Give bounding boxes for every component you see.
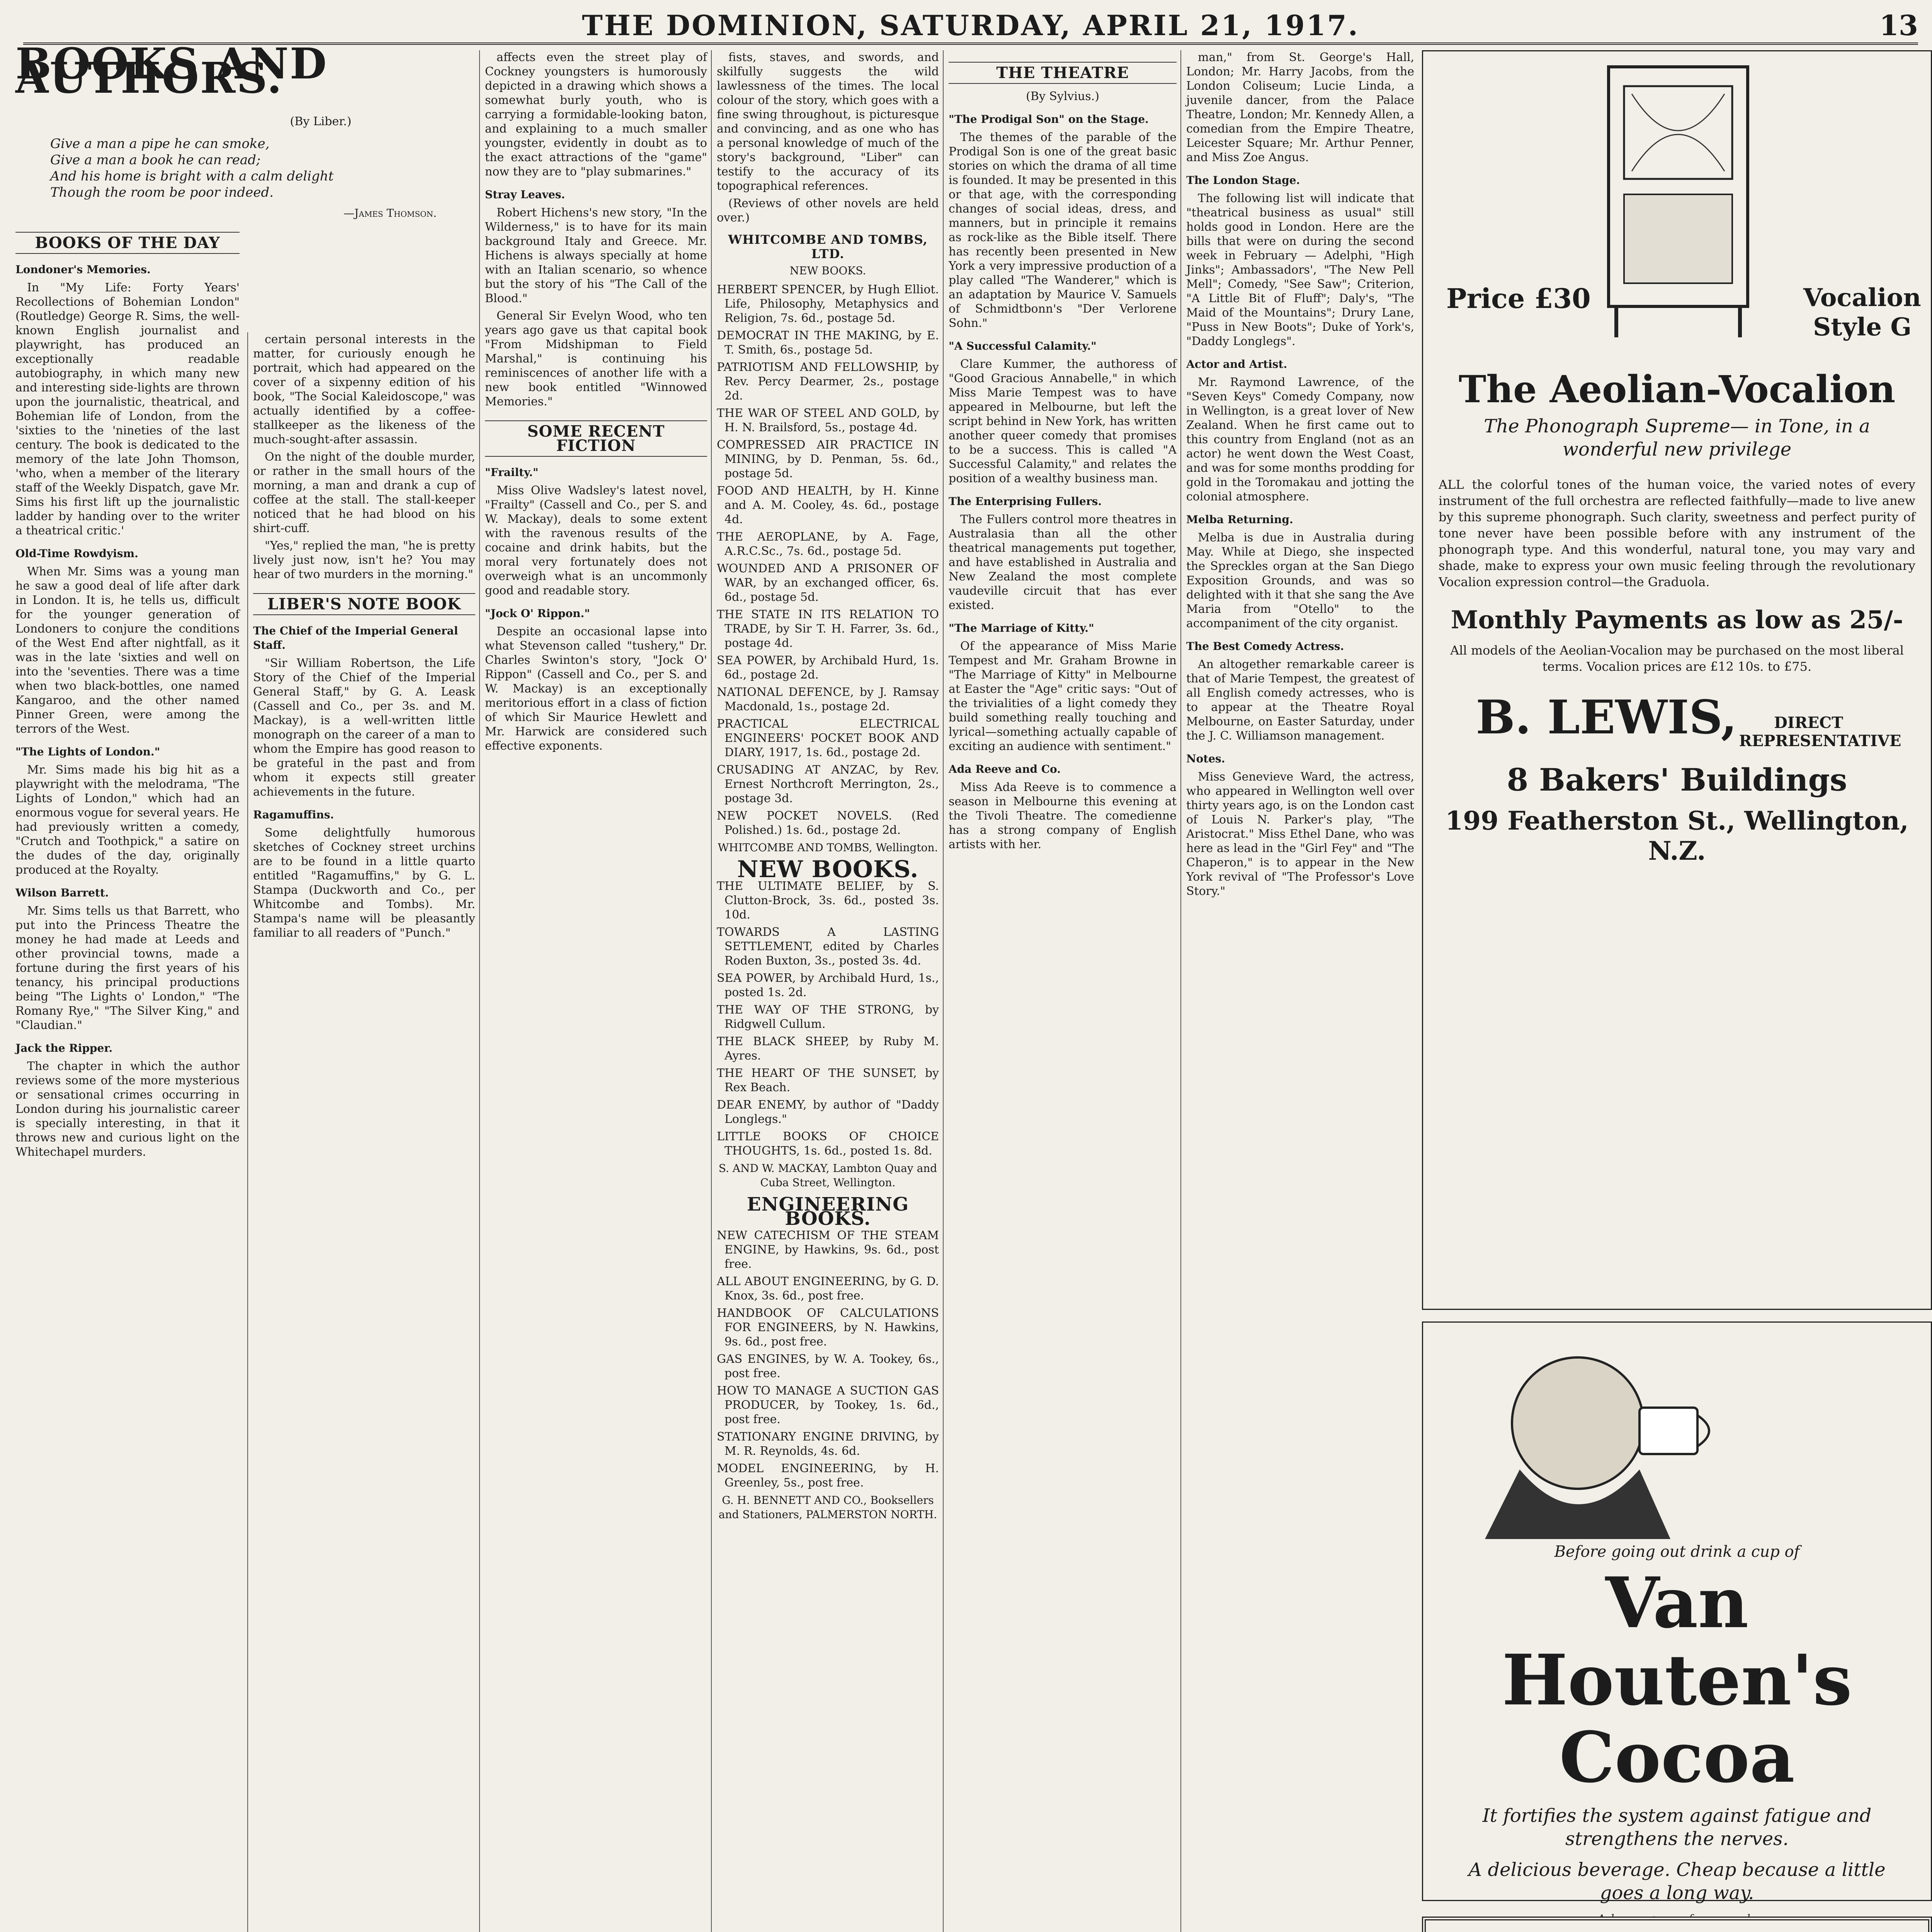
section-banner: BOOKS AND AUTHORS. [15,39,328,103]
ad-claim: It fortifies the system against fatigue and strengthens the nerves. [1482,1805,1872,1850]
article-paragraph: The themes of the parable of the Prodigal Son is one of the great basic stories on which the drama of all time is founded. It may be presented in this or that age, with the corresponding changes of social ideas, dress, and manners, but in principle it remains as rock-like as the Bible itself. There has recently been presented in New York a very impressive production of a play called "The Wanderer," which is an adaptation by Maurice V. Samuels of Schmidtbonn's "Der Verlorene Sohn." [949,131,1177,330]
column-rule [943,50,944,1932]
article-paragraph: General Sir Evelyn Wood, who ten years ago gave us that capital book "From Midshipman to Field Marshal," is continuing his reminiscences of another life with a new book entitled "Winnowed Memories." [485,309,707,408]
article-paragraph: The Fullers control more theatres in Australasia than all the other theatrical managements put together, and have established in Australia and New Zealand the most complete vaudeville circuit that has ever existed. [949,513,1177,612]
publisher-name: NEW BOOKS. [737,856,919,883]
list-item: THE ULTIMATE BELIEF, by S. Clutton-Brock, 3s. 6d., posted 3s. 10d. [717,879,939,922]
column-rule [711,50,712,1932]
poem-line: Though the room be poor indeed. [50,185,274,200]
section-heading: THE THEATRE [949,62,1177,84]
list-item: WOUNDED AND A PRISONER OF WAR, by an exchanged officer, 6s. 6d., postage 5d. [717,562,939,604]
list-item: HOW TO MANAGE A SUCTION GAS PRODUCER, by Tookey, 1s. 6d., post free. [717,1384,939,1426]
article-paragraph: Mr. Raymond Lawrence, of the "Seven Keys" Comedy Company, now in Wellington, is a great lover of New Zealand. When he first came out to this country from England (not as an actor) he went down the West Coast, and was for some months prodding for gold in the Toromakau and jotting the colonial atmosphere. [1186,376,1414,503]
article-heading: "A Successful Calamity." [949,340,1097,352]
section-byline: (By Sylvius.) [1026,90,1099,103]
article-heading: The Enterprising Fullers. [949,495,1102,508]
article-heading: Wilson Barrett. [15,886,109,899]
article-paragraph: (Reviews of other novels are held over.) [717,197,939,224]
article-paragraph: The chapter in which the author reviews some of the more mysterious or sensational crimes occurring in London during his journalistic career is specially interesting, in that it throws new and curious light on the Whitechapel murders. [15,1060,240,1159]
poem-line: Give a man a book he can read; [50,152,261,168]
masthead-title: THE DOMINION, SATURDAY, APRIL 21, 1917. [582,9,1359,42]
list-item: CRUSADING AT ANZAC, by Rev. Ernest Northcroft Merrington, 2s., postage 3d. [717,763,939,805]
publisher-footer: S. AND W. MACKAY, Lambton Quay and Cuba Street, Wellington. [718,1162,937,1189]
article-paragraph: Some delightfully humorous sketches of Cockney street urchins are to be found in a little quarto entitled "Ragamuffins," by G. L. Stampa (Duckworth and Co., per Whitcombe and Tombs). Mr. Stampa's name will be pleasantly familiar to all readers of "Punch." [253,826,475,940]
column-4 [717,50,939,1526]
style-tag: Vocalion Style G [1803,283,1921,342]
poem-line: Give a man a pipe he can smoke, [50,136,270,151]
list-item: TOWARDS A LASTING SETTLEMENT, edited by Charles Roden Buxton, 3s., posted 3s. 4d. [717,925,939,968]
page-number: 13 [1879,9,1918,42]
ad-models: All models of the Aeolian-Vocalion may be purchased on the most liberal terms. Vocalion prices are £12 10s. to £75. [1450,643,1904,674]
price-tag: Price £30 [1446,282,1591,315]
list-item: LITTLE BOOKS OF CHOICE THOUGHTS, 1s. 6d., posted 1s. 8d. [717,1130,939,1158]
section-heading: BOOKS OF THE DAY [15,232,240,254]
article-heading: The Best Comedy Actress. [1186,640,1344,653]
poem-author: —James Thomson. [344,207,437,219]
column-3 [485,50,707,756]
article-heading: The Chief of the Imperial General Staff. [253,624,458,651]
list-item: GAS ENGINES, by W. A. Tookey, 6s., post free. [717,1352,939,1380]
list-item: HERBERT SPENCER, by Hugh Elliot. Life, Philosophy, Metaphysics and Religion, 7s. 6d., postage 5d. [717,283,939,325]
column-1 [15,39,328,103]
publisher-name: WHITCOMBE AND TOMBS, LTD. [728,232,928,261]
ad-claim-2: A delicious beverage. Cheap because a little goes a long way. [1468,1859,1886,1904]
article-heading: "Jock O' Rippon." [485,607,590,620]
article-heading: Stray Leaves. [485,188,565,201]
article-heading: The London Stage. [1186,174,1300,187]
article-paragraph: Clare Kummer, the authoress of "Good Gracious Annabelle," in which Miss Marie Tempest was to have appeared in Melbourne, but left the script behind in New York, has written another queer comedy that promises to be a success. This is called "A Successful Calamity," and relates the position of a wealthy business man. [949,357,1177,485]
column-rule [479,50,480,1932]
article-heading: "The Marriage of Kitty." [949,622,1094,634]
list-item: THE HEART OF THE SUNSET, by Rex Beach. [717,1066,939,1094]
column-5 [949,50,1177,855]
section-heading: LIBER'S NOTE BOOK [253,593,475,615]
dealer-name: B. LEWIS, [1476,690,1737,745]
article-heading: Ada Reeve and Co. [949,763,1061,776]
poem-line: And his home is bright with a calm delight [50,168,334,184]
publisher-footer: WHITCOMBE AND TOMBS, Wellington. [718,841,938,854]
list-item: COMPRESSED AIR PRACTICE IN MINING, by D. Penman, 5s. 6d., postage 5d. [717,438,939,480]
list-item: THE AEROPLANE, by A. Fage, A.R.C.Sc., 7s. 6d., postage 5d. [717,530,939,558]
column-rule [1180,50,1181,1932]
list-item: NEW CATECHISM OF THE STEAM ENGINE, by Hawkins, 9s. 6d., post free. [717,1229,939,1271]
book-list [717,1228,939,1490]
book-list [717,282,939,837]
dealer-address-1: 8 Bakers' Buildings [1507,761,1847,798]
article-paragraph: fists, staves, and swords, and skilfully suggests the wild lawlessness of the times. The local colour of the story, which goes with a fine swing throughout, is picturesque and convincing, and as one who has a personal knowledge of much of the story's background, "Liber" can testify to the accuracy of its topographical references. [717,51,939,193]
list-item: THE WAR OF STEEL AND GOLD, by H. N. Brailsford, 5s., postage 4d. [717,406,939,434]
article-paragraph: The following list will indicate that "theatrical business as usual" still holds good in London. Here are the bills that were on during the second week in February — Adelphi, "High Jinks"; Ambassadors', "The New Pell Mell"; Comedy, "See Saw"; Criterion, "A Little Bit of Fluff"; Daly's, "The Maid of the Mountains"; Drury Lane, "Puss in New Boots"; Duke of York's, "Daddy Longlegs". [1186,192,1414,348]
article-paragraph: Melba is due in Australia during May. While at Diego, she inspected the Spreckles organ at the San Diego Exposition Grounds, and was so delighted with it that she sang the Ave Maria from "Otello" to the accompaniment of the city organist. [1186,531,1414,630]
list-item: DEMOCRAT IN THE MAKING, by E. T. Smith, 6s., postage 5d. [717,329,939,357]
article-heading: Old-Time Rowdyism. [15,547,138,560]
list-item: SEA POWER, by Archibald Hurd, 1s. 6d., postage 2d. [717,654,939,682]
article-heading: Londoner's Memories. [15,263,151,276]
list-item: STATIONARY ENGINE DRIVING, by M. R. Reynolds, 4s. 6d. [717,1430,939,1458]
dealer-block [1423,690,1931,750]
article-paragraph: Miss Olive Wadsley's latest novel, "Frailty" (Cassell and Co., per S. and W. Mackay), deals to some extent with the ravenous results of the cocaine and drink habits, but the moral very fortunately does not overweigh what is an uncommonly good and readable story. [485,484,707,597]
article-paragraph: Mr. Sims tells us that Barrett, who put into the Princess Theatre the money he had made at Leeds and other provincial towns, made a fortune during the first years of his tenancy, his principal productions being "The Lights o' London," "The Romany Rye," "The Silver King," and "Claudian." [15,904,240,1032]
article-heading: Actor and Artist. [1186,358,1287,371]
article-paragraph: man," from St. George's Hall, London; Mr. Harry Jacobs, from the London Coliseum; Lucie Linda, a juvenile dancer, from the Palace Theatre, London; Mr. Kennedy Allen, a comedian from the Empire Theatre, Leicester Square; Mr. Arthur Penner, and Miss Zoe Angus. [1186,51,1414,164]
product-name: Cocoa [1559,1717,1795,1798]
article-paragraph: "Sir William Robertson, the Life Story of the Chief of the Imperial General Staff," by G. A. Leask (Cassell and Co., per 3s. and M. Mackay), is a well-written little monograph on the career of a man to whom the Empire has good reason to be grateful in the past and from whom it expects still greater achievements in the future. [253,656,475,799]
book-list [717,879,939,1158]
column-rule [247,332,248,1932]
article-heading: Notes. [1186,752,1225,765]
list-item: ALL ABOUT ENGINEERING, by G. D. Knox, 3s. 6d., post free. [717,1275,939,1303]
article-paragraph: Miss Ada Reeve is to commence a season in Melbourne this evening at the Tivoli Theatre. The comedienne has a strong company of English artists with her. [949,781,1177,851]
article-paragraph: affects even the street play of Cockney youngsters is humorously depicted in a drawing which shows a somewhat burly youth, who is carrying a formidable-looking baton, and explaining to a much smaller youngster, evidently in doubt as to the exact attractions of the "game" now they are to "play submarines." [485,51,707,179]
article-heading: "The Lights of London." [15,745,160,758]
list-item: HANDBOOK OF CALCULATIONS FOR ENGINEERS, by N. Hawkins, 9s. 6d., post free. [717,1306,939,1349]
article-paragraph: certain personal interests in the matter, for curiously enough he portrait, which had appeared on the cover of a sixpenny edition of his book, "The Social Kaleidoscope," was actually identified by a coffee-stallkeeper as the likeness of the much-sought-after assassin. [253,333,475,446]
article-paragraph: Miss Genevieve Ward, the actress, who appeared in Wellington well over thirty years ago, is on the London cast of Louis N. Parker's play, "The Aristocrat." Miss Ethel Dane, who was here as lead in the "Girl Fey" and "The Chaperon," is to appear in the New York revival of "The Professor's Love Story." [1186,770,1414,898]
list-item: NEW POCKET NOVELS. (Red Polished.) 1s. 6d., postage 2d. [717,809,939,837]
article-paragraph: Of the appearance of Miss Marie Tempest and Mr. Graham Browne in "The Marriage of Kitty" in Melbourne at Easter the "Age" critic says: "Out of the trivialities of a light comedy they build something really touching and lyrical—something actually capable of exciting an audience with sentiment." [949,639,1177,753]
publisher-footer: G. H. BENNETT AND CO., Booksellers and Stationers, PALMERSTON NORTH. [718,1494,937,1521]
article-paragraph: An altogether remarkable career is that of Marie Tempest, the greatest of all English comedy actresses, who is to appear at the Theatre Royal Melbourne, on Easter Saturday, under the J. C. Williamson management. [1186,658,1414,743]
article-paragraph: Despite an occasional lapse into what Stevenson called "tushery," Dr. Charles Swinton's story, "Jock O' Rippon" (Cassell and Co., per S. and W. Mackay) is an exceptionally meritorious effort in a class of fiction of which Sir Maurice Hewlett and Mr. Harwick are considered such effective exponents. [485,625,707,753]
product-name: The Aeolian-Vocalion [1458,367,1896,411]
list-item: THE WAY OF THE STRONG, by Ridgwell Cullum. [717,1003,939,1031]
ad-body: ALL the colorful tones of the human voice, the varied notes of every instrument of the full orchestra are reflected faithfully—made to live anew by this supreme phonograph. Such clarity, sweetness and perfect purity of tone never have been possible before with any instrument of the phonograph type. And this wonderful, natural tone, you may vary and shade, make to express your own music feeling through the revolutionary Vocalion expression control—the Graduola. [1439,477,1915,589]
van-houtens-ad [1422,1321,1932,1904]
list-item: SEA POWER, by Archibald Hurd, 1s., posted 1s. 2d. [717,971,939,999]
list-item: DEAR ENEMY, by author of "Daddy Longlegs." [717,1098,939,1126]
list-item: NATIONAL DEFENCE, by J. Ramsay Macdonald, 1s., postage 2d. [717,685,939,713]
banner-byline: (By Liber.) [290,115,352,128]
list-item: THE BLACK SHEEP, by Ruby M. Ayres. [717,1035,939,1063]
column-2 [253,332,475,943]
cac-cartridge-ad [1422,1917,1932,1932]
ad-intro: Before going out drink a cup of [1554,1543,1800,1561]
publisher-subhead: NEW BOOKS. [789,264,866,277]
article-paragraph: Robert Hichens's new story, "In the Wilderness," is to have for its main background Italy and Greece. Mr. Hichens is always specially at home with an Italian scenario, so whence but the story of his "The Call of the Blood." [485,206,707,305]
article-heading: Melba Returning. [1186,513,1293,526]
ad-tagline: The Phonograph Supreme— in Tone, in a wonderful new privilege [1484,415,1870,460]
monthly-payments: Monthly Payments as low as 25/- [1451,605,1903,634]
column-6 [1186,50,1414,901]
aeolian-vocalion-ad [1422,50,1932,1310]
list-item: PATRIOTISM AND FELLOWSHIP, by Rev. Percy Dearmer, 2s., postage 2d. [717,361,939,403]
list-item: FOOD AND HEALTH, by H. Kinne and A. M. Cooley, 4s. 6d., postage 4d. [717,484,939,526]
brand-name: Van Houten's [1502,1562,1852,1721]
section-heading: SOME RECENT FICTION [485,420,707,457]
poem [50,136,437,201]
article-heading: Ragamuffins. [253,808,334,821]
article-heading: "The Prodigal Son" on the Stage. [949,113,1149,126]
article-paragraph: When Mr. Sims was a young man he saw a good deal of life after dark in London. It is, he tells us, difficult for the younger generation of Londoners to conjure the conditions of the West End after nightfall, as it was in the late 'sixties and well on into the 'seventies. There was a time when two black-bottles, one named Kangaroo, and the other named Pinner Green, were among the terrors of the West. [15,565,240,736]
article-paragraph: "Yes," replied the man, "he is pretty lively just now, isn't he? You may hear of two murders in the morning." [253,539,475,581]
man-drinking-illustration [1423,1323,1929,1539]
article-paragraph: In "My Life: Forty Years' Recollections of Bohemian London" (Routledge) George R. Sims, the well-known English journalist and playwright, has produced an exceptionally readable autobiography, in which many new and interesting side-lights are thrown upon the journalistic, theatrical, and Bohemian life of London, from the 'sixties to the 'nineties of the last century. The book is dedicated to the memory of the late John Thomson, 'who, when a member of the literary staff of the Weekly Dispatch, gave Mr. Sims his first lift up the journalistic ladder by handing over to the writer a theatrical critic.' [15,281,240,537]
list-item: PRACTICAL ELECTRICAL ENGINEERS' POCKET BOOK AND DIARY, 1917, 1s. 6d., postage 2d. [717,717,939,759]
list-item: THE STATE IN ITS RELATION TO TRADE, by Sir T. H. Farrer, 3s. 6d., postage 4d. [717,608,939,650]
dealer-address-2: 199 Featherston St., Wellington, N.Z. [1445,805,1909,866]
publisher-name: ENGINEERING BOOKS. [747,1194,909,1230]
article-heading: Jack the Ripper. [15,1042,113,1054]
dealer-role: DIRECT REPRESENTATIVE [1739,713,1901,750]
article-heading: "Frailty." [485,466,539,479]
article-paragraph: On the night of the double murder, or rather in the small hours of the morning, a man and drank a cup of coffee at the stall. The stall-keeper noticed that he had blood on his shirt-cuff. [253,450,475,535]
article-paragraph: Mr. Sims made his big hit as a playwright with the melodrama, "The Lights of London," which had an enormous vogue for several years. He had previously written a comedy, "Crutch and Toothpick," a satire on the dudes of the day, originally produced at the Royalty. [15,763,240,877]
list-item: MODEL ENGINEERING, by H. Greenley, 5s., post free. [717,1462,939,1490]
